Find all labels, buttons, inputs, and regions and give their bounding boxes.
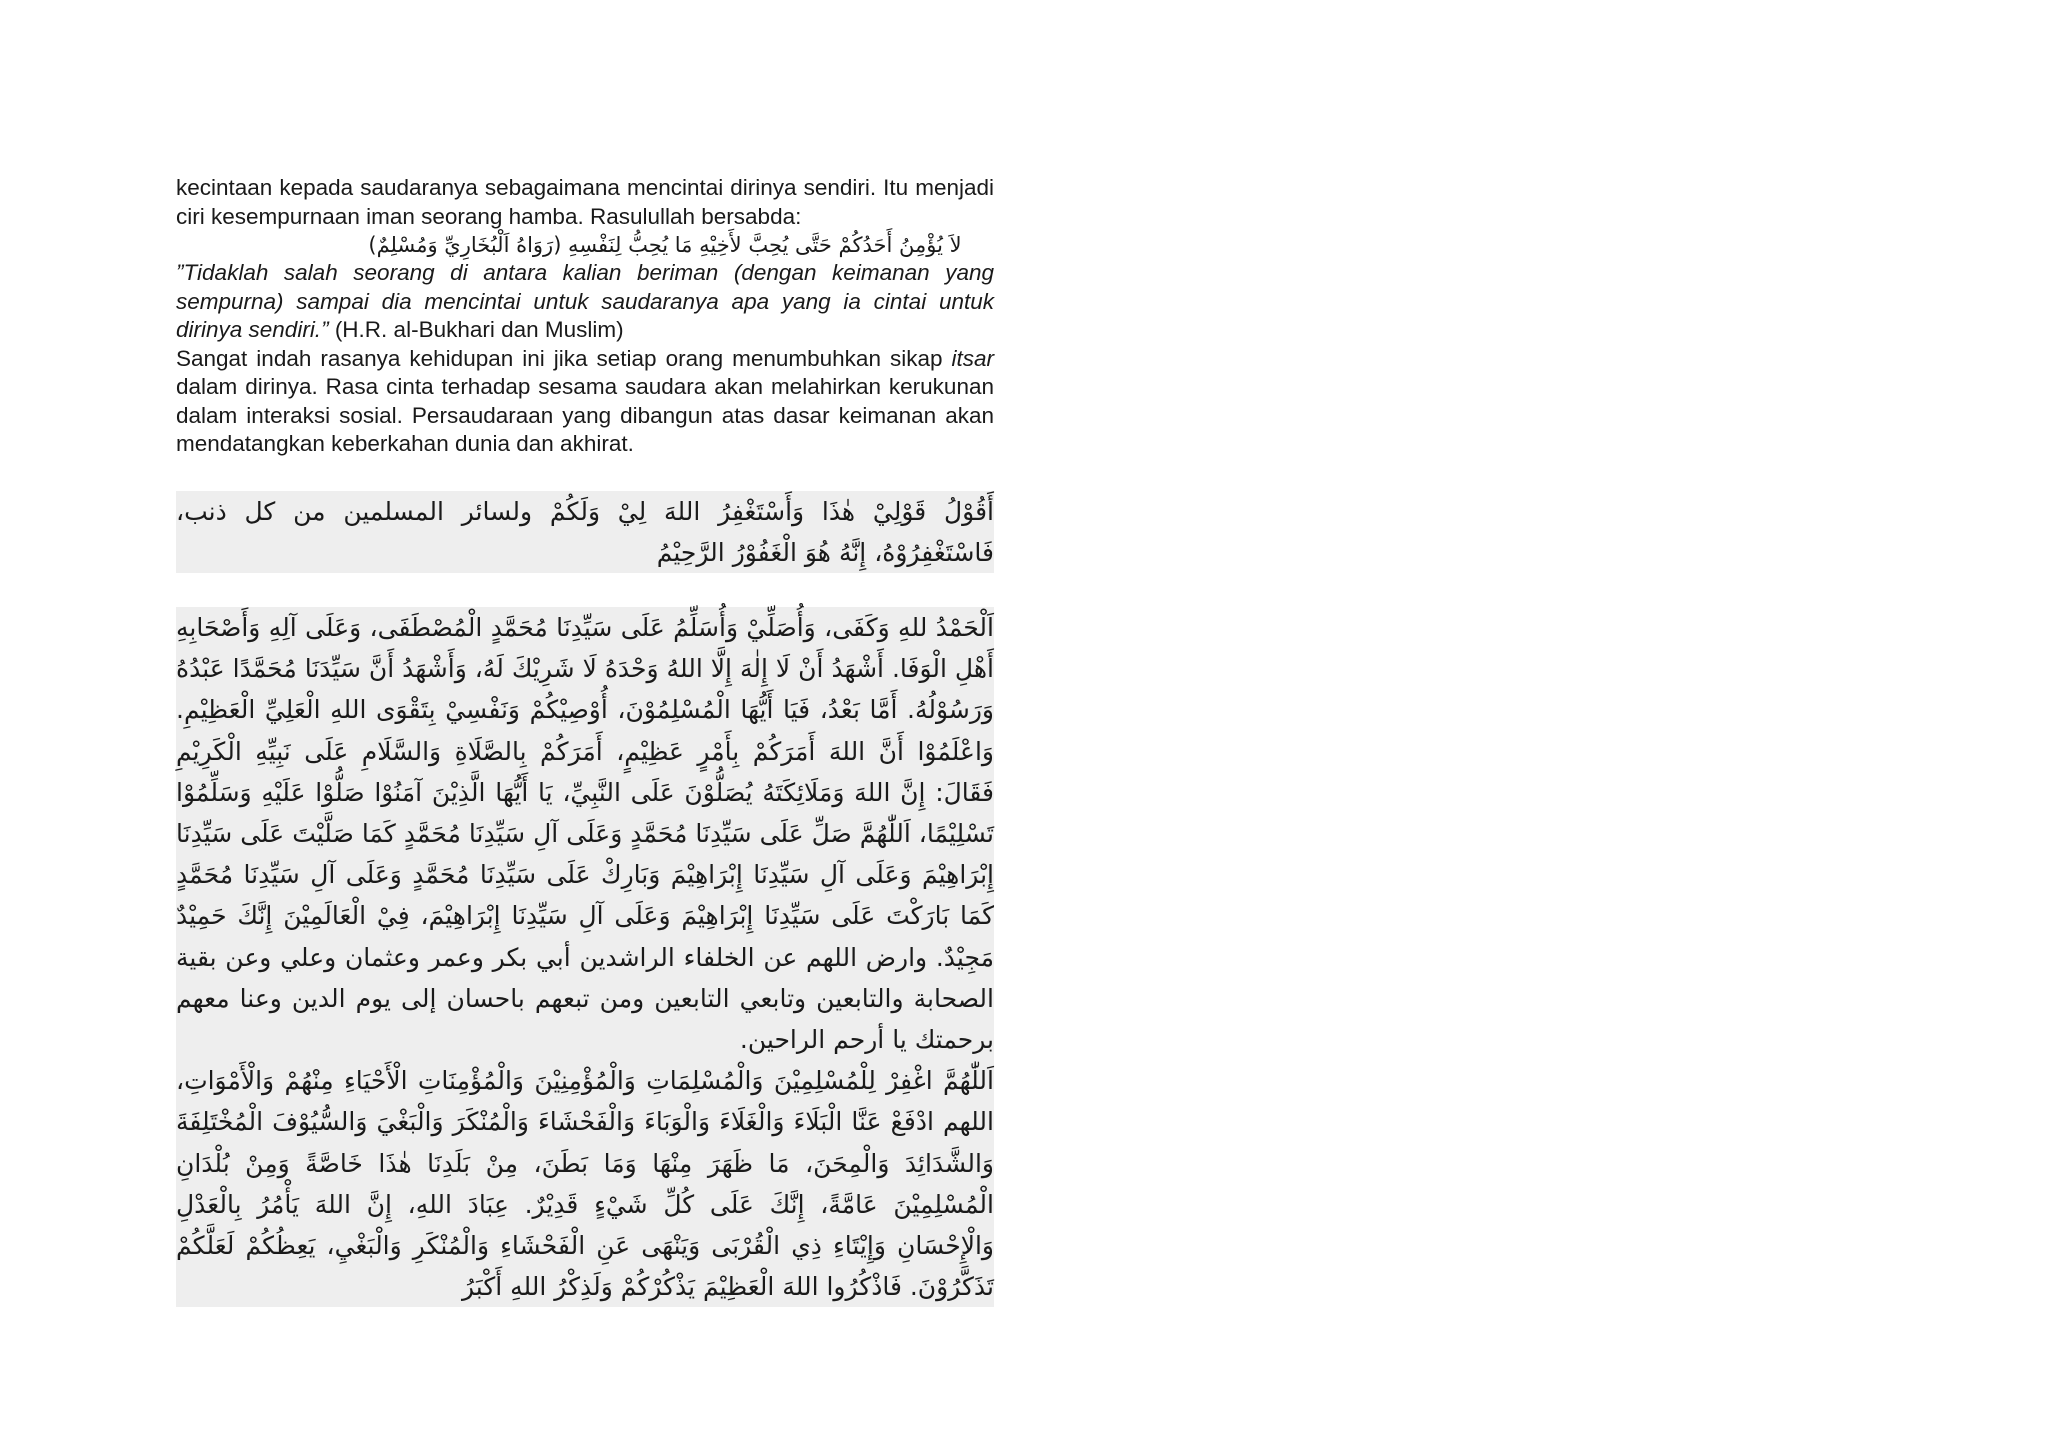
hadith-translation xyxy=(176,259,994,345)
hadith-translation-italic: ”Tidaklah salah seorang di antara kalian beriman (dengan keimanan yang sempurna) sampai dia mencintai untuk saudaranya apa yang ia cintai untuk dirinya sendiri.” xyxy=(176,260,994,342)
istighfar-text: أَقُوْلُ قَوْلِيْ هٰذَا وَأَسْتَغْفِرُ اللهَ لِيْ وَلَكُمْ ولسائر المسلمين من كل ذنب، فَاسْتَغْفِرُوْهُ، إِنَّهُ هُوَ الْغَفُوْرُ الرَّحِيْمُ xyxy=(176,496,994,567)
hadith-arabic-text: لاَ يُؤْمِنُ أَحَدُكُمْ حَتَّى يُحِبَّ لأَخِيْهِ مَا يُحِبُّ لِنَفْسِهِ (رَوَاهُ اَلْبُخَارِيِّ وَمُسْلِمٌ) xyxy=(368,233,962,257)
second-khutbah-paragraph-1: اَلْحَمْدُ للهِ وَكَفَى، وَأُصَلِّيْ وَأُسَلِّمُ عَلَى سَيِّدِنَا مُحَمَّدٍ الْمُصْطَفَى، وَعَلَى آلِهِ وَأَصْحَابِهِ أَهْلِ الْوَفَا. أَشْهَدُ أَنْ لَا إِلٰهَ إِلَّا اللهُ وَحْدَهُ لَا شَرِيْكَ لَهُ، وَأَشْهَدُ أَنَّ سَيِّدَنَا مُحَمَّدًا عَبْدُهُ وَرَسُوْلُهُ. أَمَّا بَعْدُ، فَيَا أَيُّهَا الْمُسْلِمُوْنَ، أُوْصِيْكُمْ وَنَفْسِيْ بِتَقْوَى اللهِ الْعَلِيِّ الْعَظِيْمِ. وَاعْلَمُوْا أَنَّ اللهَ أَمَرَكُمْ بِأَمْرٍ عَظِيْمٍ، أَمَرَكُمْ بِالصَّلَاةِ وَالسَّلَامِ عَلَى نَبِيِّهِ الْكَرِيْمِ فَقَالَ: إِنَّ اللهَ وَمَلَائِكَتَهُ يُصَلُّوْنَ عَلَى النَّبِيِّ، يَا أَيُّهَا الَّذِيْنَ آمَنُوْا صَلُّوْا عَلَيْهِ وَسَلِّمُوْا تَسْلِيْمًا، اَللّٰهُمَّ صَلِّ عَلَى سَيِّدِنَا مُحَمَّدٍ وَعَلَى آلِ سَيِّدِنَا مُحَمَّدٍ كَمَا صَلَّيْتَ عَلَى سَيِّدِنَا إِبْرَاهِيْمَ وَعَلَى آلِ سَيِّدِنَا إِبْرَاهِيْمَ وَبَارِكْ عَلَى سَيِّدِنَا مُحَمَّدٍ وَعَلَى آلِ سَيِّدِنَا مُحَمَّدٍ كَمَا بَارَكْتَ عَلَى سَيِّدِنَا إِبْرَاهِيْمَ وَعَلَى آلِ سَيِّدِنَا إِبْرَاهِيْمَ، فِيْ الْعَالَمِيْنَ إِنَّكَ حَمِيْدٌ مَجِيْدٌ. وارض اللهم عن الخلفاء الراشدين أبي بكر وعمر وعثمان وعلي وعن بقية الصحابة والتابعين وتابعي التابعين ومن تبعهم باحسان إلى يوم الدين وعنا معهم برحمتك يا أرحم الراحين. xyxy=(176,612,994,1054)
document-page xyxy=(176,174,994,1307)
itsar-text-2: dalam dirinya. Rasa cinta terhadap sesama saudara akan melahirkan kerukunan dalam interaksi sosial. Persaudaraan yang dibangun atas dasar keimanan akan mendatangkan keberkahan dunia dan akhirat. xyxy=(176,374,994,456)
second-khutbah-paragraph-2: اَللّٰهُمَّ اغْفِرْ لِلْمُسْلِمِيْنَ وَالْمُسْلِمَاتِ وَالْمُؤْمِنِيْنَ وَالْمُؤْمِنَاتِ الْأَحْيَاءِ مِنْهُمْ وَالْأَمْوَاتِ، اللهم ادْفَعْ عَنَّا الْبَلَاءَ وَالْغَلَاءَ وَالْوَبَاءَ وَالْفَحْشَاءَ وَالْمُنْكَرَ وَالْبَغْيَ وَالسُّيُوْفَ الْمُخْتَلِفَةَ وَالشَّدَائِدَ وَالْمِحَنَ، مَا ظَهَرَ مِنْهَا وَمَا بَطَنَ، مِنْ بَلَدِنَا هٰذَا خَاصَّةً وَمِنْ بُلْدَانِ الْمُسْلِمِيْنَ عَامَّةً، إِنَّكَ عَلَى كُلِّ شَيْءٍ قَدِيْرٌ. عِبَادَ اللهِ، إِنَّ اللهَ يَأْمُرُ بِالْعَدْلِ وَالْإِحْسَانِ وَإِيْتَاءِ ذِي الْقُرْبَى وَيَنْهَى عَنِ الْفَحْشَاءِ وَالْمُنْكَرِ وَالْبَغْيِ، يَعِظُكُمْ لَعَلَّكُمْ تَذَكَّرُوْنَ. فَاذْكُرُوا اللهَ الْعَظِيْمَ يَذْكُرْكُمْ وَلَذِكْرُ اللهِ أَكْبَرُ xyxy=(176,1066,994,1302)
intro-paragraph: kecintaan kepada saudaranya sebagaimana mencintai dirinya sendiri. Itu menjadi ciri kesempurnaan iman seorang hamba. Rasulullah bersabda: xyxy=(176,175,994,229)
itsar-paragraph xyxy=(176,345,994,459)
intro-section xyxy=(176,174,994,459)
itsar-text-1: Sangat indah rasanya kehidupan ini jika setiap orang menumbuhkan sikap xyxy=(176,345,952,371)
closing-istighfar-block xyxy=(176,491,994,573)
hadith-source: (H.R. al-Bukhari dan Muslim) xyxy=(328,317,624,342)
itsar-term: itsar xyxy=(951,345,994,371)
second-khutbah-block xyxy=(176,607,994,1307)
